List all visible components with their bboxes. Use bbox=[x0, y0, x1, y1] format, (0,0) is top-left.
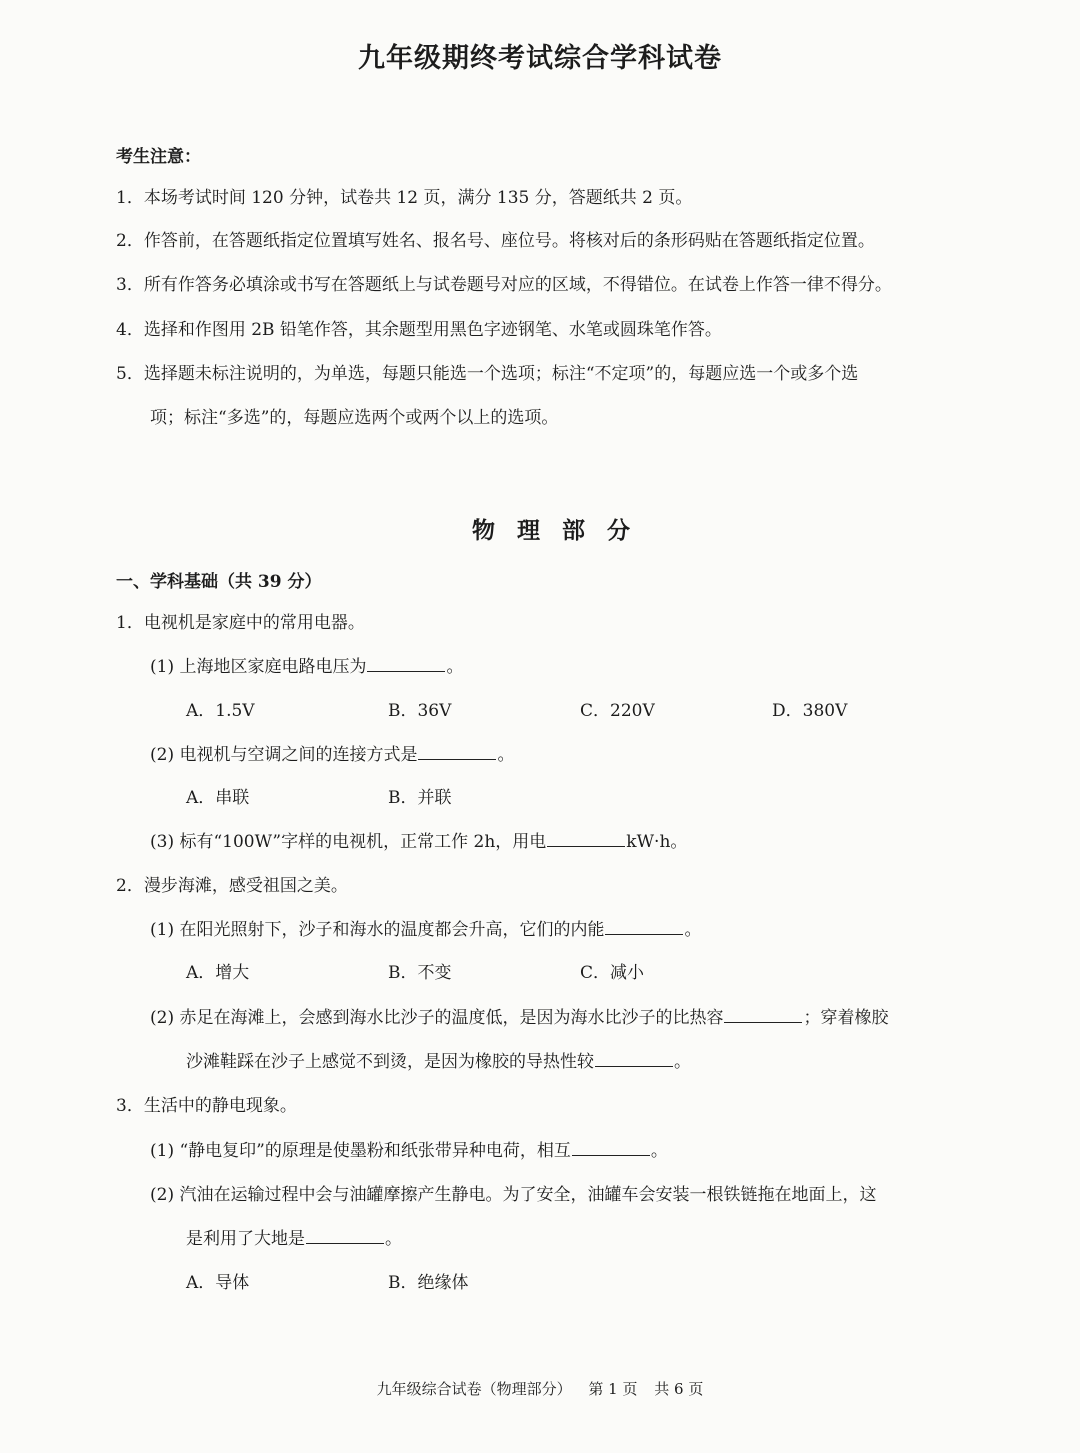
sub-question-tail: 。 bbox=[385, 1229, 402, 1249]
sub-question-text: 沙滩鞋踩在沙子上感觉不到烫，是因为橡胶的导热性较 bbox=[186, 1052, 594, 1072]
answer-blank bbox=[367, 655, 445, 672]
notice-item: 3．所有作答务必填涂或书写在答题纸上与试卷题号对应的区域，不得错位。在试卷上作答一律不得分。 bbox=[116, 275, 892, 295]
notice-item: 项；标注“多选”的，每题应选两个或两个以上的选项。 bbox=[150, 408, 559, 428]
sub-question bbox=[150, 743, 514, 767]
sub-question-tail: 。 bbox=[684, 920, 702, 940]
answer-blank bbox=[418, 743, 496, 760]
answer-blank bbox=[605, 918, 683, 935]
sub-question-text: 是利用了大地是 bbox=[186, 1229, 305, 1249]
notice-heading: 考生注意： bbox=[116, 147, 201, 167]
answer-blank bbox=[572, 1139, 650, 1156]
sub-question-text: (2) 赤足在海滩上，会感到海水比沙子的温度低，是因为海水比沙子的比热容 bbox=[150, 1008, 724, 1028]
sub-question-tail: 。 bbox=[497, 745, 515, 765]
footer-paper: 九年级综合试卷（物理部分） bbox=[376, 1380, 572, 1398]
sub-question-tail: ；穿着橡胶 bbox=[803, 1008, 889, 1028]
sub-question bbox=[150, 918, 701, 942]
sub-question-tail: 。 bbox=[674, 1052, 691, 1072]
option: A．串联 bbox=[186, 788, 250, 808]
question-stem: 2．漫步海滩，感受祖国之美。 bbox=[116, 876, 348, 896]
option: A．增大 bbox=[186, 963, 250, 983]
footer-total: 共 6 页 bbox=[654, 1380, 704, 1398]
option: B．36V bbox=[388, 701, 452, 721]
sub-question bbox=[150, 1139, 668, 1163]
option: D．380V bbox=[772, 701, 848, 721]
answer-blank bbox=[724, 1006, 802, 1023]
question-stem: 1．电视机是家庭中的常用电器。 bbox=[116, 613, 365, 633]
part-heading: 一、学科基础（共 39 分） bbox=[116, 572, 322, 592]
sub-question bbox=[150, 830, 687, 854]
sub-question-tail: 。 bbox=[650, 1141, 668, 1161]
option: B．不变 bbox=[388, 963, 452, 983]
option: B．并联 bbox=[388, 788, 452, 808]
sub-question-tail: 。 bbox=[446, 657, 464, 677]
section-title: 物理部分 bbox=[472, 517, 652, 544]
notice-item: 2．作答前，在答题纸指定位置填写姓名、报名号、座位号。将核对后的条形码贴在答题纸指定位置。 bbox=[116, 231, 875, 251]
sub-question-text: (2) 电视机与空调之间的连接方式是 bbox=[150, 745, 418, 765]
notice-item: 1．本场考试时间 120 分钟，试卷共 12 页，满分 135 分，答题纸共 2 页。 bbox=[116, 188, 693, 208]
sub-question-cont bbox=[186, 1050, 691, 1074]
sub-question bbox=[150, 655, 463, 679]
sub-question-cont bbox=[186, 1227, 402, 1251]
sub-question-text: (3) 标有“100W”字样的电视机，正常工作 2h，用电 bbox=[150, 832, 547, 852]
option: C．减小 bbox=[580, 963, 645, 983]
option: A．导体 bbox=[186, 1273, 250, 1293]
sub-question bbox=[150, 1006, 888, 1030]
option: C．220V bbox=[580, 701, 655, 721]
answer-blank bbox=[547, 830, 625, 847]
answer-blank bbox=[306, 1227, 384, 1244]
page-title: 九年级期终考试综合学科试卷 bbox=[358, 43, 722, 74]
notice-item: 5．选择题未标注说明的，为单选，每题只能选一个选项；标注“不定项”的，每题应选一个或多个选 bbox=[116, 364, 859, 384]
question-stem: 3．生活中的静电现象。 bbox=[116, 1096, 297, 1116]
option: A．1.5V bbox=[186, 701, 255, 721]
notice-item: 4．选择和作图用 2B 铅笔作答，其余题型用黑色字迹钢笔、水笔或圆珠笔作答。 bbox=[116, 320, 722, 340]
option: B．绝缘体 bbox=[388, 1273, 469, 1293]
footer-page: 第 1 页 bbox=[588, 1380, 638, 1398]
sub-question: (2) 汽油在运输过程中会与油罐摩擦产生静电。为了安全，油罐车会安装一根铁链拖在地面上，这 bbox=[150, 1185, 877, 1205]
answer-blank bbox=[595, 1050, 673, 1067]
sub-question-text: (1) 上海地区家庭电路电压为 bbox=[150, 657, 367, 677]
page-footer bbox=[0, 1378, 1080, 1399]
sub-question-text: (1) 在阳光照射下，沙子和海水的温度都会升高，它们的内能 bbox=[150, 920, 605, 940]
sub-question-text: (1) “静电复印”的原理是使墨粉和纸张带异种电荷，相互 bbox=[150, 1141, 571, 1161]
sub-question-tail: kW·h。 bbox=[626, 832, 688, 852]
